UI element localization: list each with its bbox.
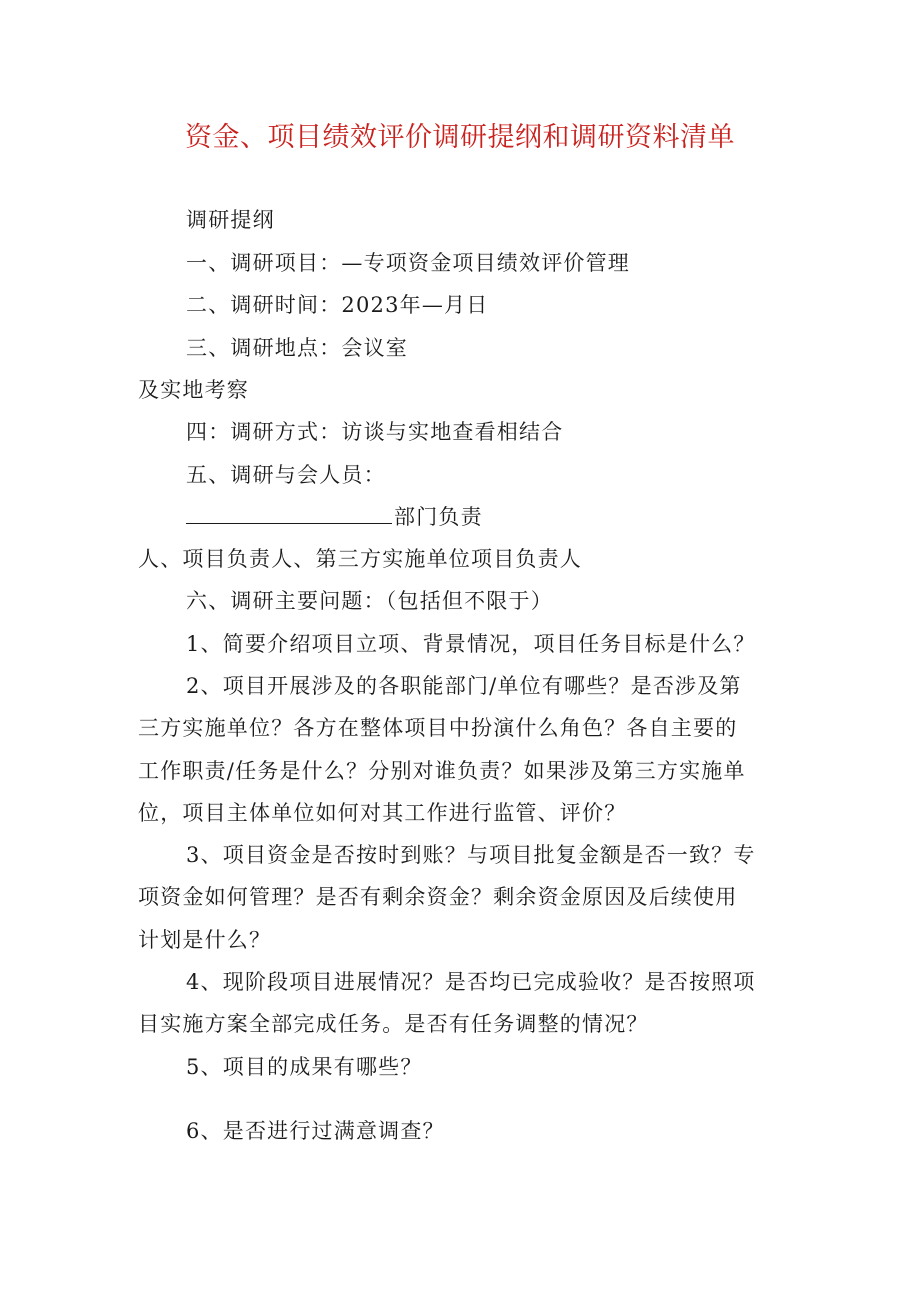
fill-in-blank [186,503,392,524]
question-2-line-3: 工作职责/任务是什么？分别对谁负责？如果涉及第三方实施单 [138,759,746,783]
attendees-line-tail: 部门负责 [394,505,483,529]
question-1: 1、简要介绍项目立项、背景情况，项目任务目标是什么？ [186,632,756,656]
question-3-line-3: 计划是什么？ [138,928,272,952]
question-3-line-2: 项资金如何管理？是否有剩余资金？剩余资金原因及后续使用 [138,885,738,909]
question-2-line-2: 三方实施单位？各方在整体项目中扮演什么角色？各自主要的 [138,716,738,740]
question-5: 5、项目的成果有哪些？ [186,1055,423,1079]
question-4-line-2: 目实施方案全部完成任务。是否有任务调整的情况？ [138,1012,649,1036]
item-location: 三、调研地点：会议室 [186,336,408,360]
item-location-continued: 及实地考察 [138,378,249,402]
question-2-line-1: 2、项目开展涉及的各职能部门/单位有哪些？是否涉及第 [186,674,742,698]
section-heading: 调研提纲 [186,208,275,232]
question-2-line-4: 位，项目主体单位如何对其工作进行监管、评价？ [138,801,627,825]
item-time: 二、调研时间：2023年—月日 [186,293,489,317]
item-project: 一、调研项目：—专项资金项目绩效评价管理 [186,251,630,275]
attendees-line [186,501,483,533]
question-4-line-1: 4、现阶段项目进展情况？是否均已完成验收？是否按照项 [186,970,756,994]
question-3-line-1: 3、项目资金是否按时到账？与项目批复金额是否一致？专 [186,843,756,867]
attendees-line-continued: 人、项目负责人、第三方实施单位项目负责人 [138,547,582,571]
question-6: 6、是否进行过满意调查？ [186,1119,445,1143]
item-attendees: 五、调研与会人员： [186,463,386,487]
document-title: 资金、项目绩效评价调研提纲和调研资料清单 [185,122,735,153]
item-method: 四：调研方式：访谈与实地查看相结合 [186,420,564,444]
item-questions-heading: 六、调研主要问题：（包括但不限于） [186,589,553,613]
